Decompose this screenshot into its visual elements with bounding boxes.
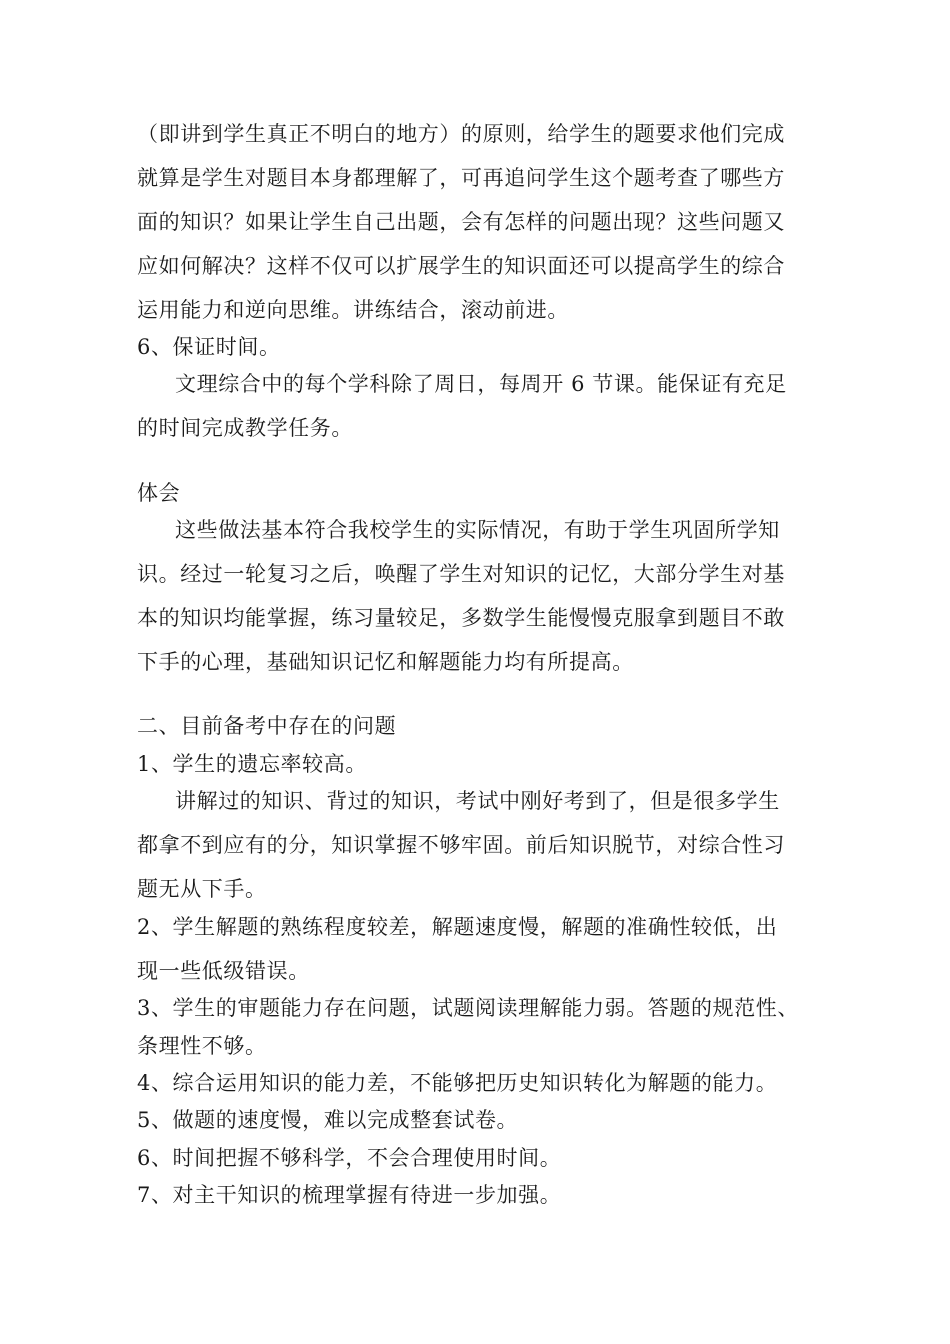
paragraph-start: 讲解过的知识、背过的知识，考试中刚好考到了，但是很多学生 bbox=[175, 789, 780, 813]
text-line: 本的知识均能掌握，练习量较足，多数学生能慢慢克服拿到题目不敢 bbox=[137, 606, 785, 630]
section-item: 4、综合运用知识的能力差，不能够把历史知识转化为解题的能力。 bbox=[137, 1071, 778, 1095]
section-item: 5、做题的速度慢，难以完成整套试卷。 bbox=[137, 1108, 519, 1132]
text-line: 运用能力和逆向思维。讲练结合，滚动前进。 bbox=[137, 298, 569, 322]
section-heading: 二、目前备考中存在的问题 bbox=[137, 714, 397, 738]
text-line: （即讲到学生真正不明白的地方）的原则，给学生的题要求他们完成 bbox=[137, 122, 785, 146]
section-item: 6、时间把握不够科学，不会合理使用时间。 bbox=[137, 1146, 562, 1170]
text-line: 应如何解决？这样不仅可以扩展学生的知识面还可以提高学生的综合 bbox=[137, 254, 785, 278]
text-line: 下手的心理，基础知识记忆和解题能力均有所提高。 bbox=[137, 650, 634, 674]
text-line: 都拿不到应有的分，知识掌握不够牢固。前后知识脱节，对综合性习 bbox=[137, 833, 785, 857]
text-line: 的时间完成教学任务。 bbox=[137, 416, 353, 440]
section-item: 2、学生解题的熟练程度较差，解题速度慢，解题的准确性较低，出 bbox=[137, 915, 778, 939]
text-line: 识。经过一轮复习之后，唤醒了学生对知识的记忆，大部分学生对基 bbox=[137, 562, 785, 586]
text-line: 条理性不够。 bbox=[137, 1034, 267, 1058]
section-item: 7、对主干知识的梳理掌握有待进一步加强。 bbox=[137, 1183, 562, 1207]
paragraph-start: 文理综合中的每个学科除了周日，每周开 6 节课。能保证有充足 bbox=[175, 372, 787, 396]
section-item: 1、学生的遗忘率较高。 bbox=[137, 752, 367, 776]
section-item: 6、保证时间。 bbox=[137, 335, 281, 359]
section-item: 3、学生的审题能力存在问题，试题阅读理解能力弱。答题的规范性、 bbox=[137, 996, 799, 1020]
paragraph-start: 这些做法基本符合我校学生的实际情况，有助于学生巩固所学知 bbox=[175, 518, 780, 542]
text-line: 题无从下手。 bbox=[137, 877, 267, 901]
section-heading: 体会 bbox=[137, 481, 181, 505]
text-line: 现一些低级错误。 bbox=[137, 959, 310, 983]
text-line: 就算是学生对题目本身都理解了，可再追问学生这个题考查了哪些方 bbox=[137, 166, 785, 190]
text-line: 面的知识？如果让学生自己出题，会有怎样的问题出现？这些问题又 bbox=[137, 210, 785, 234]
